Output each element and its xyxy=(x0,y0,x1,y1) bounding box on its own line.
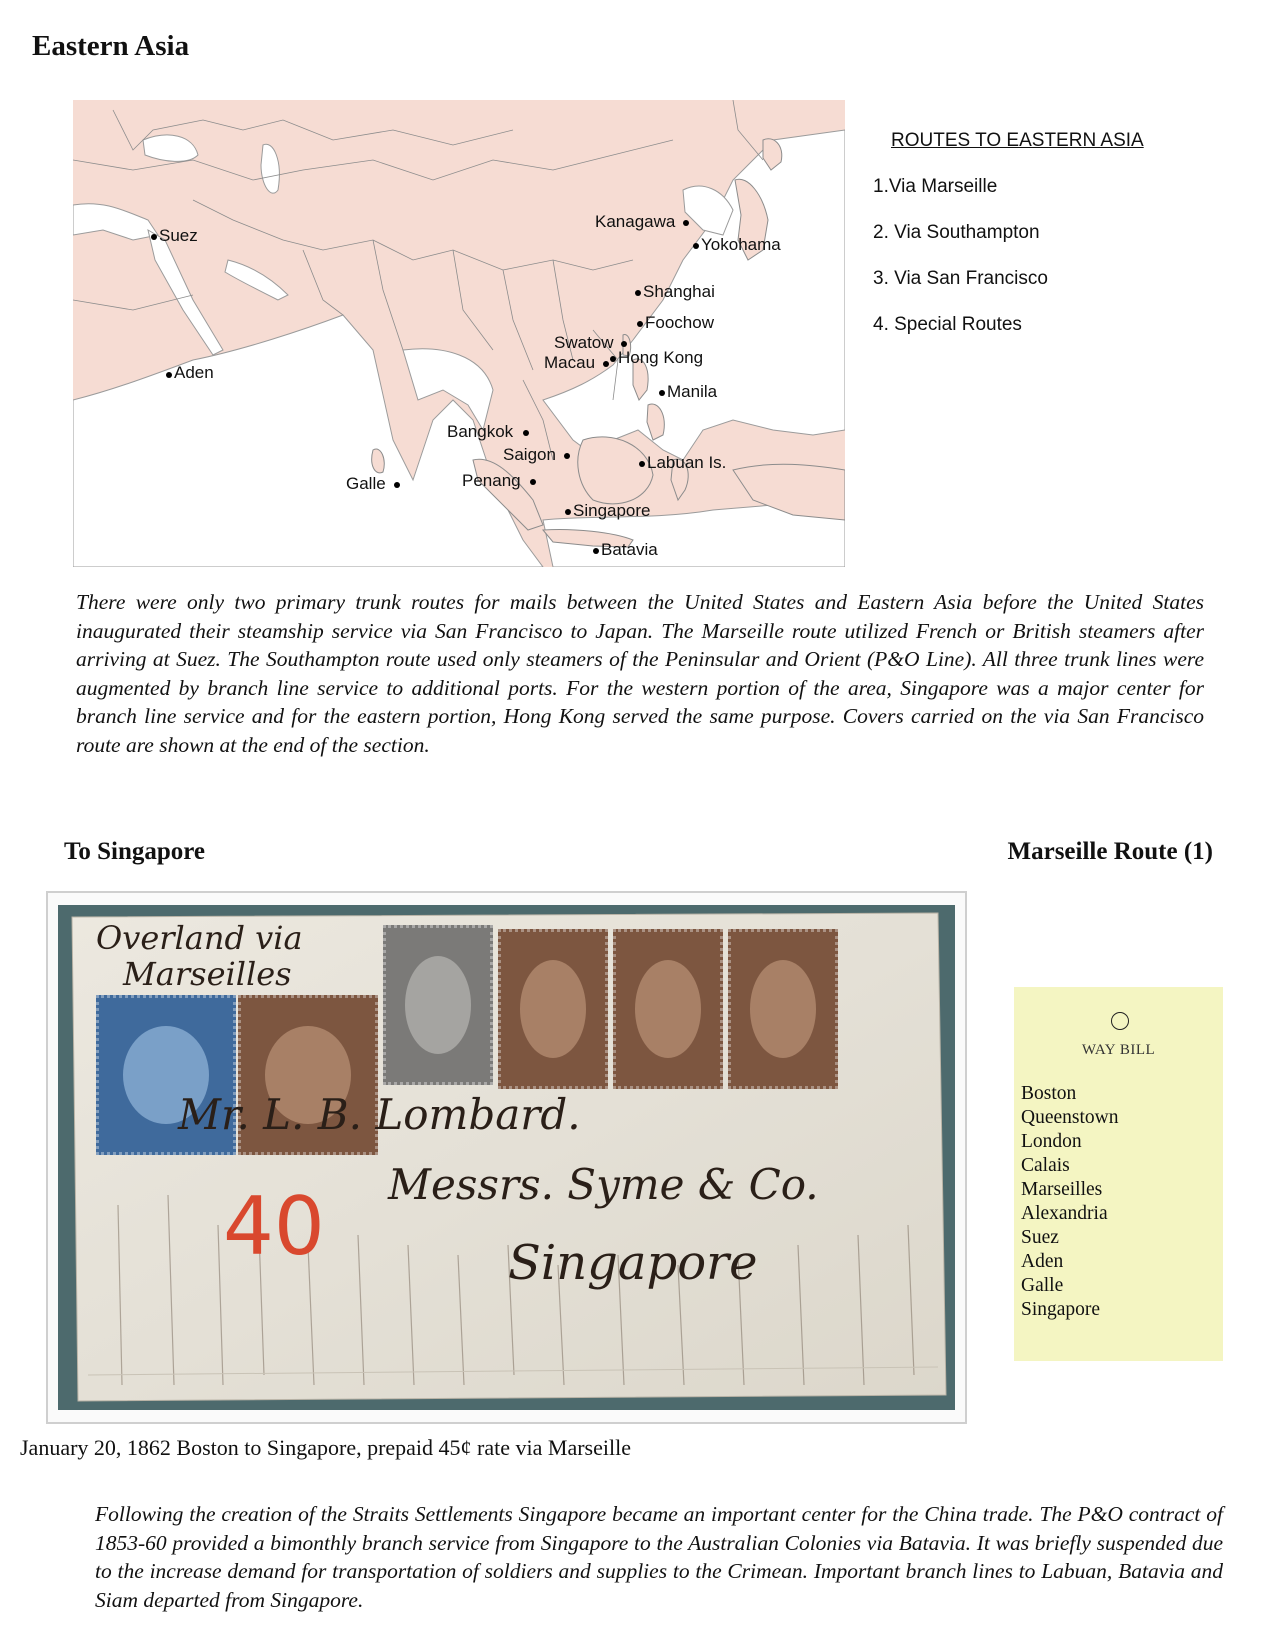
city-yokohama: Yokohama xyxy=(701,235,781,254)
city-batavia: Batavia xyxy=(601,540,658,559)
city-bangkok: Bangkok xyxy=(447,422,514,441)
rate-mark: 40 xyxy=(223,1180,325,1273)
city-dot xyxy=(659,390,665,396)
cover-image xyxy=(58,905,955,1410)
city-dot xyxy=(603,361,609,367)
city-labuan: Labuan Is. xyxy=(647,453,727,472)
city-dot xyxy=(523,430,529,436)
section-heading-left: To Singapore xyxy=(64,838,206,865)
closing-paragraph: Following the creation of the Straits Settlements Singapore became an important center for the China trade. The P&O contract of 1853-60 provided a bimonthly branch service from Singapore to the Australian Colonies via Batavia. It was briefly suspended due to the increase demand for transportation of soldiers and supplies to the Crimean. Important branch lines to Labuan, Batavia and Siam departed from Singapore. xyxy=(95,1502,1223,1612)
section-heading-right: Marseille Route (1) xyxy=(1007,838,1213,865)
city-swatow: Swatow xyxy=(554,333,614,352)
page-title: Eastern Asia xyxy=(32,30,190,62)
city-aden: Aden xyxy=(174,363,214,382)
city-singapore: Singapore xyxy=(573,501,651,520)
city-dot xyxy=(166,372,172,378)
manuscript-route-line1: Overland via xyxy=(96,919,303,957)
city-hong-kong: Hong Kong xyxy=(618,348,704,367)
route-item: 3. Via San Francisco xyxy=(873,268,1048,289)
city-dot xyxy=(530,479,536,485)
city-dot xyxy=(693,243,699,249)
way-bill-stop: Aden xyxy=(1021,1251,1064,1272)
city-dot xyxy=(565,509,571,515)
city-manila: Manila xyxy=(667,382,718,401)
city-dot xyxy=(564,453,570,459)
city-galle: Galle xyxy=(346,474,386,493)
way-bill-stop: Singapore xyxy=(1021,1299,1101,1320)
city-dot xyxy=(635,290,641,296)
city-dot xyxy=(593,548,599,554)
route-item: 2. Via Southampton xyxy=(873,222,1040,243)
city-suez: Suez xyxy=(159,226,198,245)
route-item: 1.Via Marseille xyxy=(873,176,998,197)
routes-legend xyxy=(873,130,1144,360)
city-dot xyxy=(394,482,400,488)
city-kanagawa: Kanagawa xyxy=(595,212,676,231)
cover-caption: January 20, 1862 Boston to Singapore, prepaid 45¢ rate via Marseille xyxy=(20,1435,631,1460)
way-bill-stop: Calais xyxy=(1021,1155,1070,1176)
city-dot xyxy=(610,356,616,362)
stamp-brown xyxy=(728,929,838,1089)
city-foochow: Foochow xyxy=(645,313,714,332)
way-bill-list xyxy=(1021,1082,1118,1322)
circle-icon xyxy=(1111,1012,1129,1030)
city-saigon: Saigon xyxy=(503,445,556,464)
city-dot xyxy=(639,461,645,467)
city-shanghai: Shanghai xyxy=(643,282,715,301)
stamp-grey xyxy=(383,925,493,1085)
way-bill-stop: London xyxy=(1021,1131,1082,1152)
route-map xyxy=(73,100,845,567)
way-bill-stop: Queenstown xyxy=(1021,1107,1119,1128)
manuscript-destination: Singapore xyxy=(508,1235,758,1291)
way-bill-stop: Boston xyxy=(1021,1083,1077,1104)
manuscript-route-line2: Marseilles xyxy=(123,955,292,993)
way-bill-title: WAY BILL xyxy=(1081,1042,1156,1058)
cover-image-frame xyxy=(46,891,967,1424)
manuscript-addressee: Mr. L. B. Lombard. xyxy=(178,1090,581,1139)
city-dot xyxy=(621,341,627,347)
city-macau: Macau xyxy=(544,353,596,372)
way-bill-stop: Suez xyxy=(1021,1227,1059,1248)
map-background xyxy=(73,100,845,567)
route-item: 4. Special Routes xyxy=(873,314,1022,335)
city-dot xyxy=(637,321,643,327)
way-bill-stop: Galle xyxy=(1021,1275,1064,1296)
routes-title: ROUTES TO EASTERN ASIA xyxy=(891,130,1144,151)
way-bill-panel xyxy=(1014,987,1223,1361)
way-bill-stop: Alexandria xyxy=(1021,1203,1108,1224)
way-bill-stop: Marseilles xyxy=(1021,1179,1103,1200)
stamp-brown xyxy=(498,929,608,1089)
city-dot xyxy=(151,234,157,240)
city-dot xyxy=(683,220,689,226)
manuscript-care-of: Messrs. Syme & Co. xyxy=(388,1160,819,1209)
city-penang: Penang xyxy=(462,471,521,490)
stamp-brown xyxy=(613,929,723,1089)
intro-paragraph: There were only two primary trunk routes for mails between the United States and Eastern Asia before the United States inaugurated their steamship service via San Francisco to Japan. The Marseille route utilized French or British steamers after arriving at Suez. The Southampton route used only steamers of the Peninsular and Orient (P&O Line). All three trunk lines were augmented by branch line service to additional ports. For the western portion of the area, Singapore was a major center for branch line service and for the eastern portion, Hong Kong served the same purpose. Covers carried on the via San Francisco route are shown at the end of the section. xyxy=(76,590,1204,757)
